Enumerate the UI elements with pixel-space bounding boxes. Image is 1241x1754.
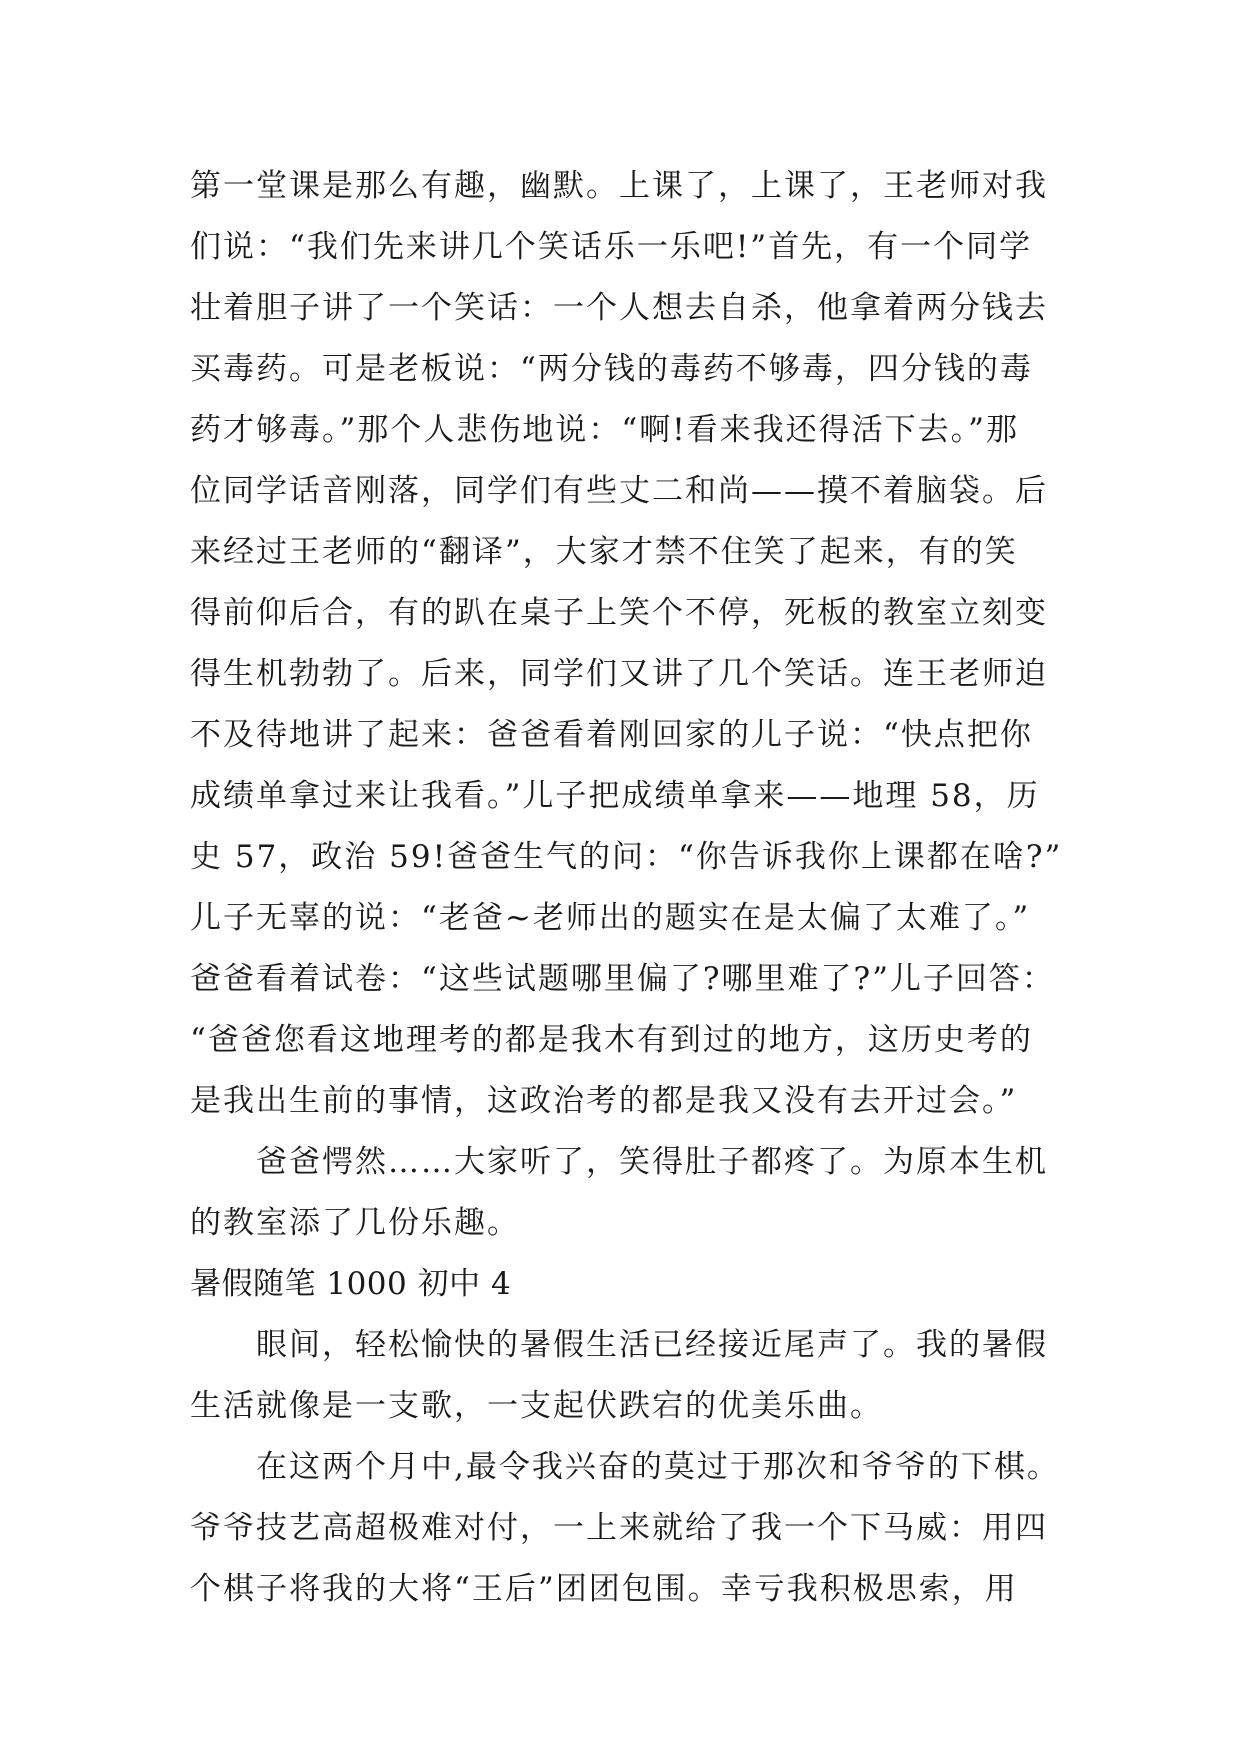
text-line: 的教室添了几份乐趣。 — [190, 1205, 520, 1241]
text-line: 来经过王老师的“翻译”，大家才禁不住笑了起来，有的笑 — [190, 534, 1018, 570]
text-line: 得前仰后合，有的趴在桌子上笑个不停，死板的教室立刻变 — [190, 595, 1048, 631]
paragraph-first-line: 眼间，轻松愉快的暑假生活已经接近尾声了。我的暑假 — [256, 1327, 1048, 1363]
text-line: 儿子无辜的说：“老爸~老师出的题实在是太偏了太难了。” — [190, 900, 1031, 936]
text-line: 得生机勃勃了。后来，同学们又讲了几个笑话。连王老师迫 — [190, 656, 1048, 692]
text-line: 第一堂课是那么有趣，幽默。上课了，上课了，王老师对我 — [190, 168, 1048, 204]
section-heading: 暑假随笔 1000 初中 4 — [190, 1266, 512, 1302]
text-line: 不及待地讲了起来：爸爸看着刚回家的儿子说：“快点把你 — [190, 717, 1033, 753]
text-line: 壮着胆子讲了一个笑话：一个人想去自杀，他拿着两分钱去 — [190, 290, 1048, 326]
paragraph-first-line: 在这两个月中,最令我兴奋的莫过于那次和爷爷的下棋。 — [256, 1449, 1060, 1485]
text-line: 成绩单拿过来让我看。”儿子把成绩单拿来——地理 58，历 — [190, 778, 1040, 814]
paragraph-first-line: 爸爸愕然……大家听了，笑得肚子都疼了。为原本生机 — [256, 1144, 1048, 1180]
text-line: 是我出生前的事情，这政治考的都是我又没有去开过会。” — [190, 1083, 1018, 1119]
text-line: 史 57，政治 59!爸爸生气的问：“你告诉我你上课都在啥?” — [190, 839, 1063, 875]
text-line: 生活就像是一支歌，一支起伏跌宕的优美乐曲。 — [190, 1388, 883, 1424]
text-line: 们说：“我们先来讲几个笑话乐一乐吧!”首先，有一个同学 — [190, 229, 1033, 265]
text-line: 个棋子将我的大将“王后”团团包围。幸亏我积极思索，用 — [190, 1571, 1018, 1607]
body-text — [190, 156, 1090, 1620]
text-line: 位同学话音刚落，同学们有些丈二和尚——摸不着脑袋。后 — [190, 473, 1048, 509]
text-line: 药才够毒。”那个人悲伤地说：“啊!看来我还得活下去。”那 — [190, 412, 1019, 448]
text-line: 买毒药。可是老板说：“两分钱的毒药不够毒，四分钱的毒 — [190, 351, 1033, 387]
text-line: 爸爸看着试卷：“这些试题哪里偏了?哪里难了?”儿子回答： — [190, 961, 1055, 997]
text-line: 爷爷技艺高超极难对付，一上来就给了我一个下马威：用四 — [190, 1510, 1048, 1546]
text-line: “爸爸您看这地理考的都是我木有到过的地方，这历史考的 — [190, 1022, 1033, 1058]
